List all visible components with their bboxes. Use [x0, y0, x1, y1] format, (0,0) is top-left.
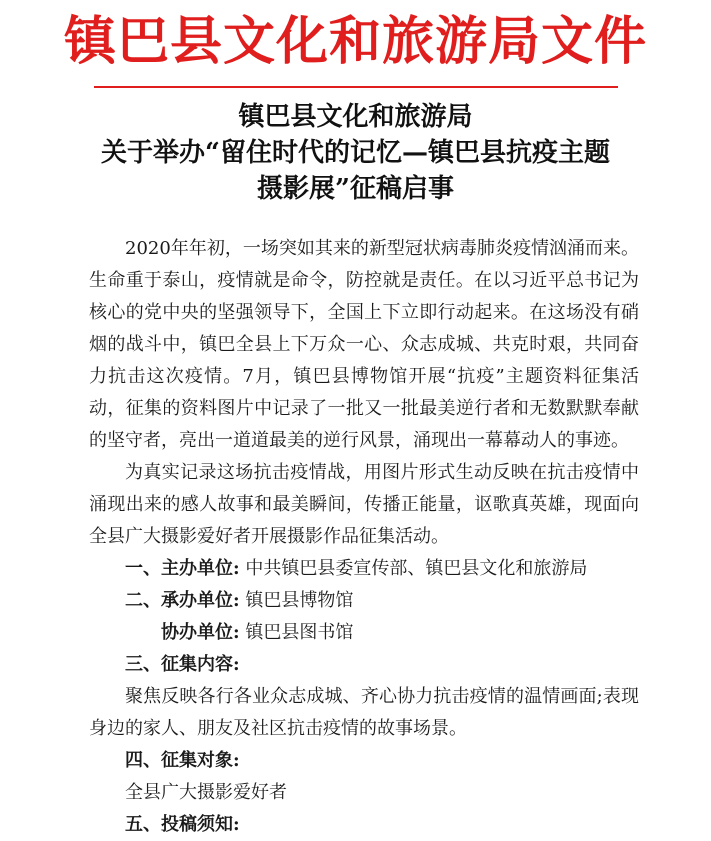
- document-masthead: 镇巴县文化和旅游局文件: [63, 11, 647, 72]
- section-content-text: 聚焦反映各行各业众志成城、齐心协力抗击疫情的温情画面;表现身边的家人、朋友及社区抗击疫情的故事场景。: [89, 686, 639, 739]
- section-target-heading: 四、征集对象:: [125, 750, 240, 771]
- document-title: [0, 99, 711, 207]
- title-line-2: 关于举办“留住时代的记忆—镇巴县抗疫主题: [101, 138, 610, 168]
- section-undertaker: [89, 585, 639, 617]
- section-undertaker-value: 镇巴县博物馆: [245, 590, 354, 611]
- body-paragraph-1: 2020年年初，一场突如其来的新型冠状病毒肺炎疫情汹涌而来。生命重于泰山，疫情就是命令，防控就是责任。在以习近平总书记为核心的党中央的坚强领导下，全国上下立即行动起来。在这场没有硝烟的战斗中，镇巴全县上下万众一心、众志成城、共克时艰，共同奋力抗击这次疫情。7月，镇巴县博物馆开展“抗疫”主题资料征集活动，征集的资料图片中记录了一批又一批最美逆行者和无数默默奉献的坚守者，亮出一道道最美的逆行风景，涌现出一幕幕动人的事迹。: [89, 238, 639, 451]
- section-target-text: 全县广大摄影爱好者: [125, 782, 287, 803]
- section-undertaker-label: 二、承办单位:: [125, 590, 240, 611]
- section-content-heading: 三、征集内容:: [125, 654, 240, 675]
- document-body: [89, 233, 639, 841]
- title-line-3: 摄影展”征稿启事: [257, 174, 454, 204]
- section-submission-heading: 五、投稿须知:: [125, 814, 240, 835]
- section-co-organizer-value: 镇巴县图书馆: [245, 622, 354, 643]
- section-organizer: [89, 553, 639, 585]
- title-line-1: 镇巴县文化和旅游局: [238, 102, 473, 132]
- section-co-organizer-label: 协办单位:: [161, 622, 240, 643]
- body-paragraph-2: 为真实记录这场抗击疫情战，用图片形式生动反映在抗击疫情中涌现出来的感人故事和最美瞬间，传播正能量，讴歌真英雄，现面向全县广大摄影爱好者开展摄影作品征集活动。: [89, 462, 639, 547]
- section-organizer-label: 一、主办单位:: [125, 558, 240, 579]
- section-co-organizer: [89, 617, 639, 649]
- section-organizer-value: 中共镇巴县委宣传部、镇巴县文化和旅游局: [245, 558, 588, 579]
- red-divider-line: [94, 86, 618, 88]
